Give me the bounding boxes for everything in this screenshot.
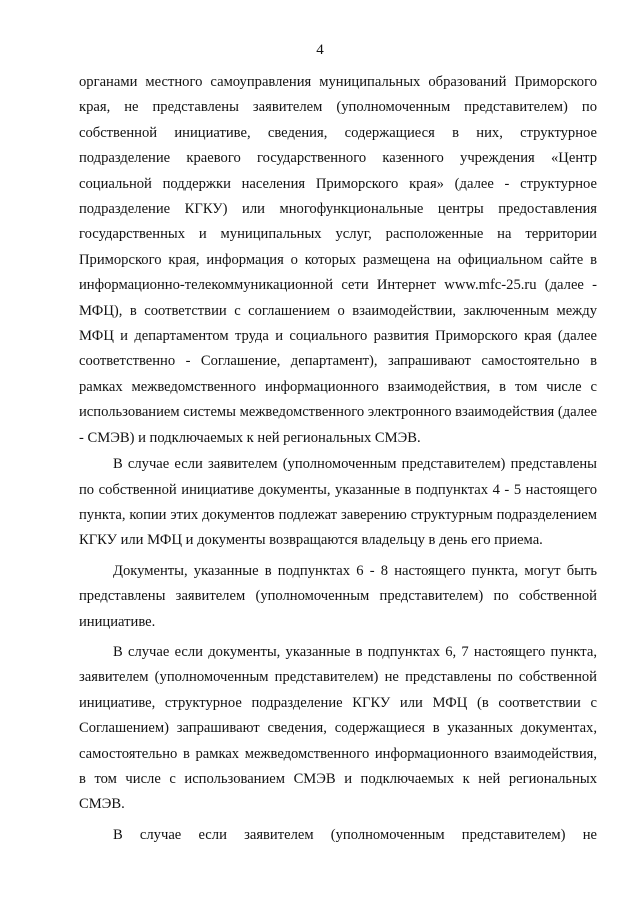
- paragraph-3: Документы, указанные в подпунктах 6 - 8 настоящего пункта, могут быть представлены заявителем (уполномоченным представителем) по собственной инициативе.: [79, 562, 597, 630]
- document-body: [79, 70, 597, 848]
- paragraph-5: В случае если заявителем (уполномоченным представителем) не: [113, 826, 597, 843]
- page-number: 4: [316, 42, 324, 58]
- paragraph-1: органами местного самоуправления муниципальных образований Приморского края, не представлены заявителем (уполномоченным представителем) по собственной инициативе, сведения, содержащиеся в них, структурное подразделение краевого государственного казенного учреждения «Центр социальной поддержки населения Приморского края» (далее - структурное подразделение КГКУ) или многофункциональные центры предоставления государственных и муниципальных услуг, расположенные на территории Приморского края, информация о которых размещена на официальном сайте в информационно-телекоммуникационной сети Интернет www.mfc-25.ru (далее - МФЦ), в соответствии с соглашением о взаимодействии, заключенным между МФЦ и департаментом труда и социального развития Приморского края (далее соответственно - Соглашение, департамент), запрашивают самостоятельно в рамках межведомственного информационного взаимодействия, в том числе с использованием системы межведомственного электронного взаимодействия (далее - СМЭВ) и подключаемых к ней региональных СМЭВ.: [79, 74, 597, 446]
- paragraph-4: В случае если документы, указанные в подпунктах 6, 7 настоящего пункта, заявителем (уполномоченным представителем) не представлены по собственной инициативе, структурное подразделение КГКУ или МФЦ (в соответствии с Соглашением) запрашивают сведения, содержащиеся в указанных документах, самостоятельно в рамках межведомственного информационного взаимодействия, в том числе с использованием СМЭВ и подключаемых к ней региональных СМЭВ.: [79, 643, 597, 813]
- paragraph-2: В случае если заявителем (уполномоченным представителем) представлены по собственной инициативе документы, указанные в подпунктах 4 - 5 настоящего пункта, копии этих документов подлежат заверению структурным подразделением КГКУ или МФЦ и документы возвращаются владельцу в день его приема.: [79, 456, 597, 549]
